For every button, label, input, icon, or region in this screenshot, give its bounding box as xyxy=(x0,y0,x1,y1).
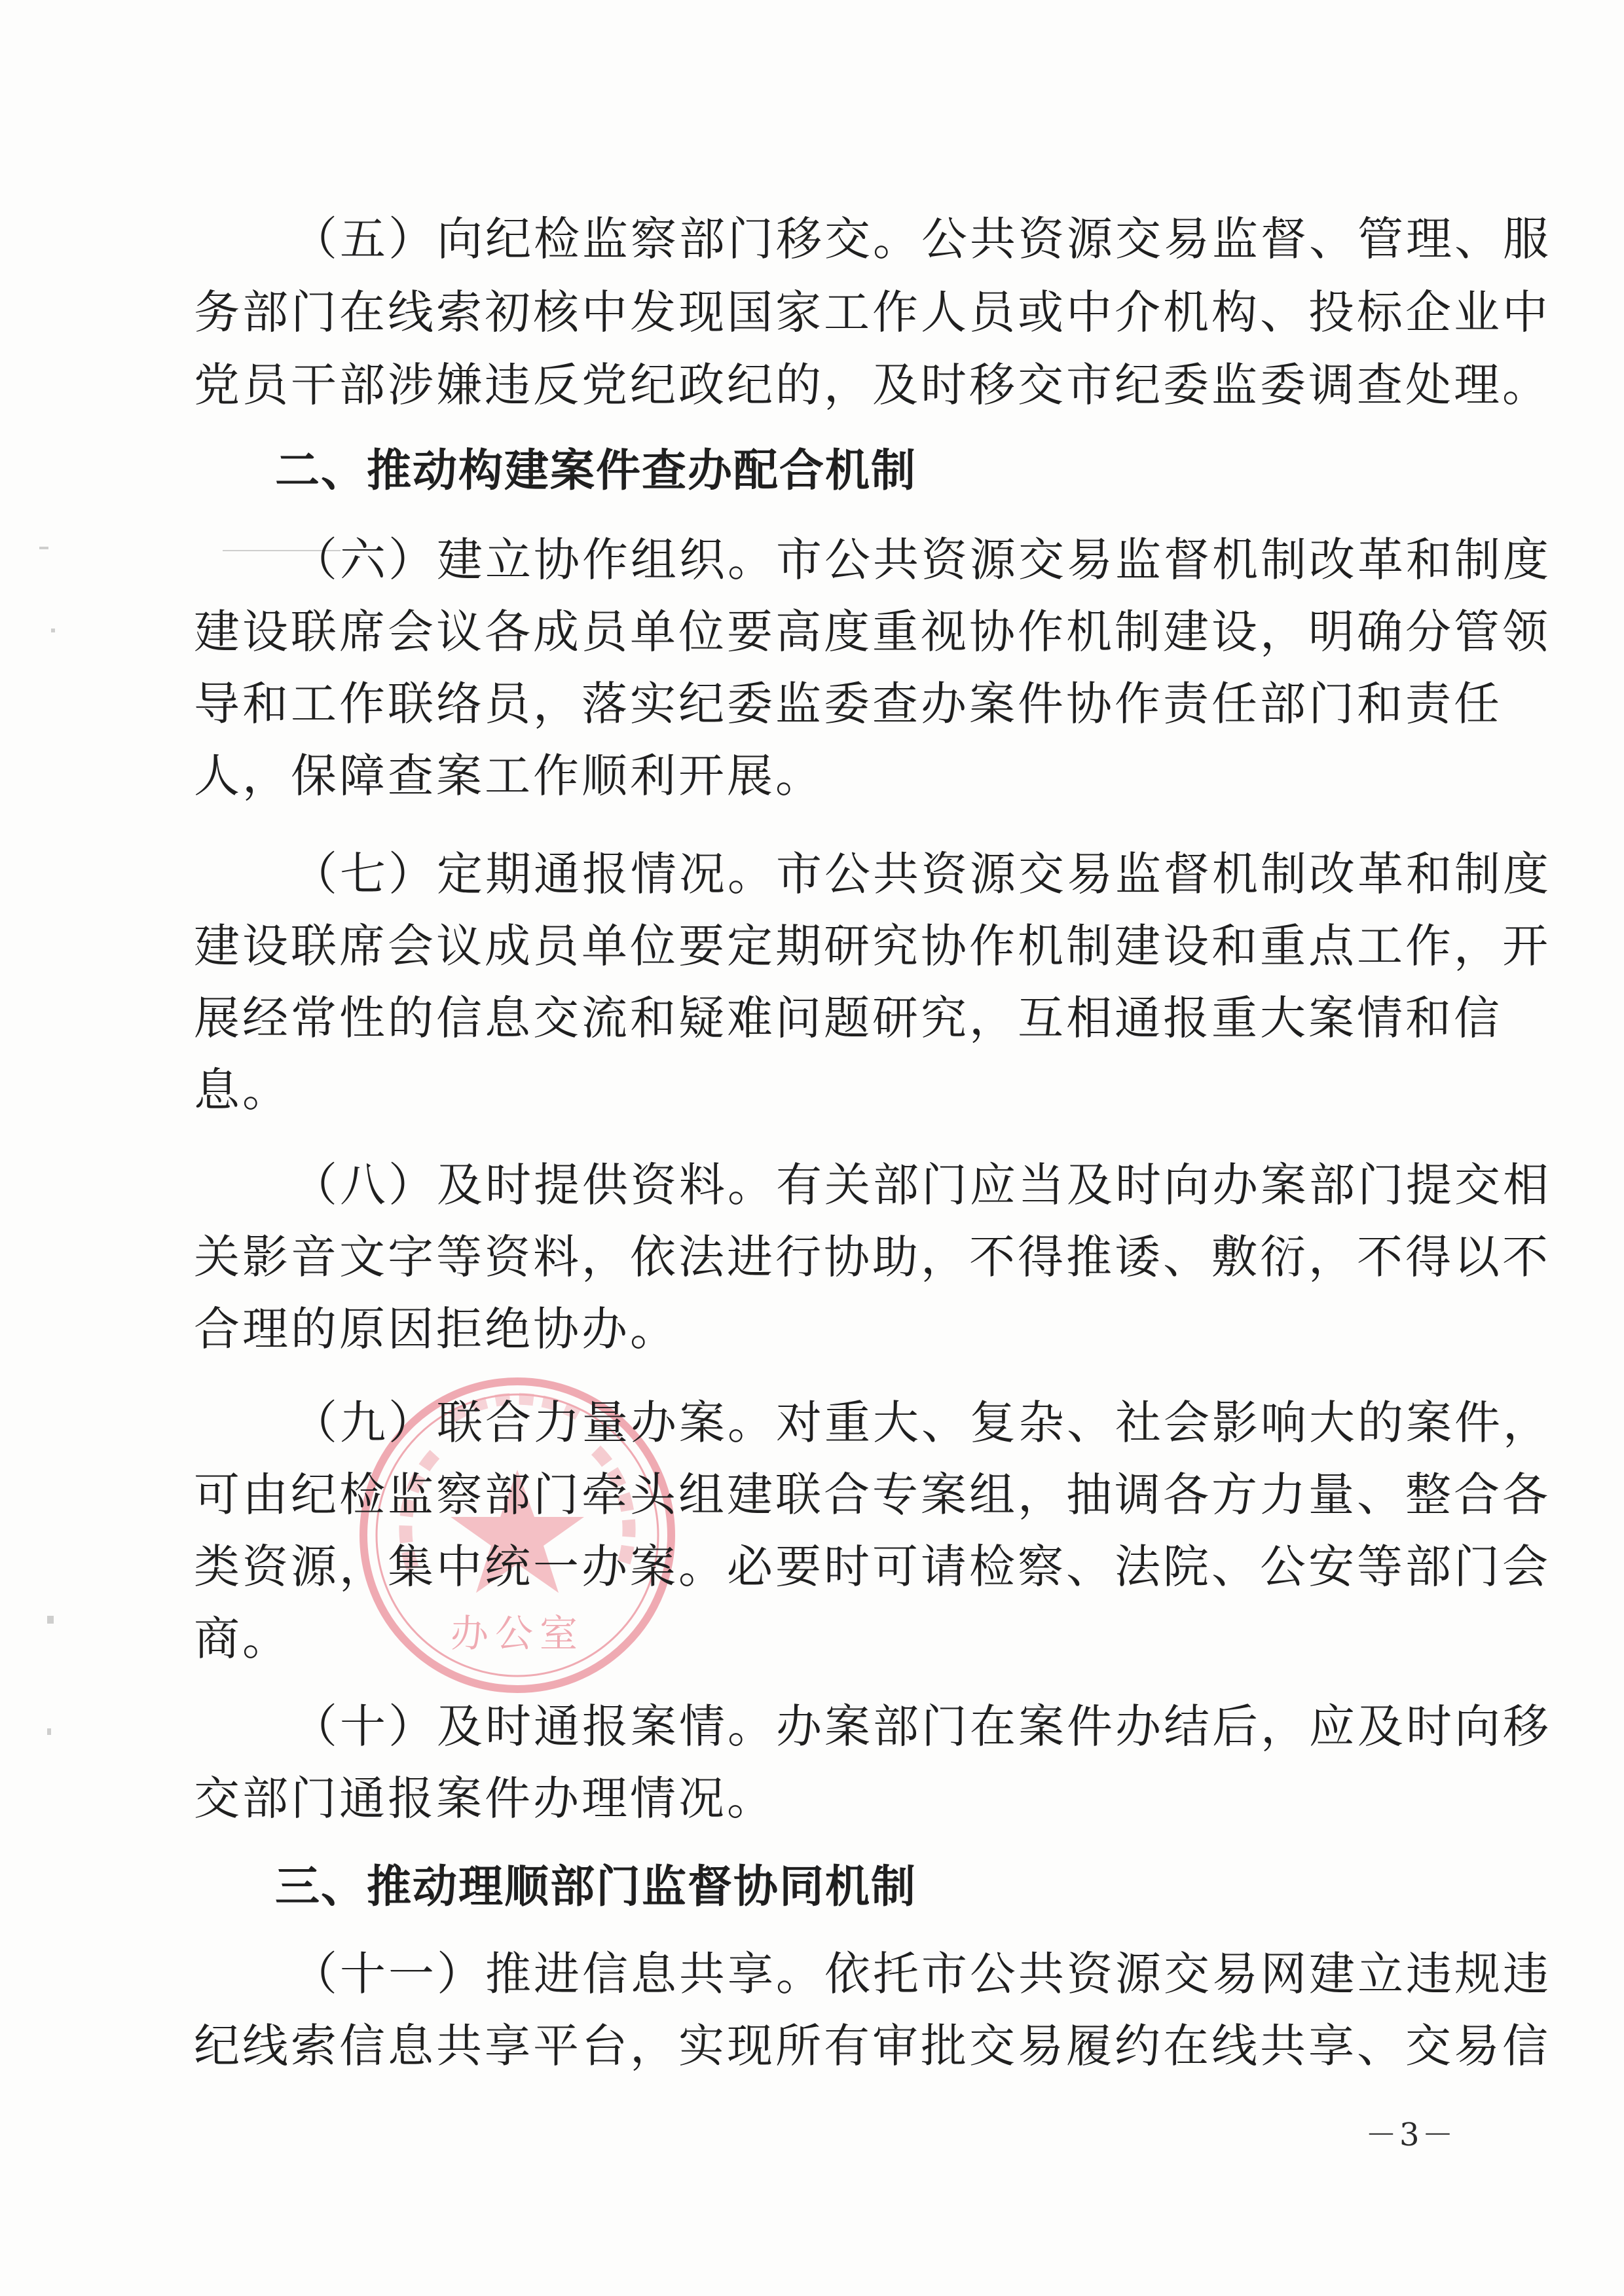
para-5-line-3: 党员干部涉嫌违反党纪政纪的，及时移交市纪委监委调查处理。 xyxy=(194,358,1551,412)
para-6-line-4: 人，保障查案工作顺利开展。 xyxy=(194,749,824,803)
para-7-line-3: 展经常性的信息交流和疑难问题研究，互相通报重大案情和信 xyxy=(194,991,1502,1045)
para-7-line-1: （七）定期通报情况。市公共资源交易监督机制改革和制度 xyxy=(291,847,1551,901)
para-10-line-1: （十）及时通报案情。办案部门在案件办结后，应及时向移 xyxy=(291,1700,1551,1753)
para-5-line-2: 务部门在线索初核中发现国家工作人员或中介机构、投标企业中 xyxy=(194,285,1551,339)
page-number: －3－ xyxy=(1365,2117,1456,2153)
section-heading-3: 三、推动理顺部门监督协同机制 xyxy=(275,1861,917,1913)
para-8-line-3: 合理的原因拒绝协办。 xyxy=(194,1302,678,1356)
para-8-line-1: （八）及时提供资料。有关部门应当及时向办案部门提交相 xyxy=(291,1158,1551,1212)
para-9-line-2: 可由纪检监察部门牵头组建联合专案组，抽调各方力量、整合各 xyxy=(194,1468,1551,1522)
seal-text: 办公室 xyxy=(450,1611,585,1656)
para-5-line-1: （五）向纪检监察部门移交。公共资源交易监督、管理、服 xyxy=(291,212,1551,266)
para-8-line-2: 关影音文字等资料，依法进行协助，不得推诿、敷衍，不得以不 xyxy=(194,1230,1551,1284)
para-9-line-3: 类资源，集中统一办案。必要时可请检察、法院、公安等部门会 xyxy=(194,1540,1551,1594)
para-7-line-2: 建设联席会议成员单位要定期研究协作机制建设和重点工作，开 xyxy=(194,919,1551,973)
para-7-line-4: 息。 xyxy=(194,1063,291,1117)
para-9-line-1: （九）联合力量办案。对重大、复杂、社会影响大的案件， xyxy=(291,1396,1551,1449)
para-11-line-2: 纪线索信息共享平台，实现所有审批交易履约在线共享、交易信 xyxy=(194,2019,1551,2073)
para-9-line-4: 商。 xyxy=(194,1612,291,1666)
section-heading-2: 二、推动构建案件查办配合机制 xyxy=(275,445,917,497)
para-6-line-2: 建设联席会议各成员单位要高度重视协作机制建设，明确分管领 xyxy=(194,605,1551,659)
para-11-line-1: （十一）推进信息共享。依托市公共资源交易网建立违规违 xyxy=(291,1947,1551,2001)
para-6-line-1: （六）建立协作组织。市公共资源交易监督机制改革和制度 xyxy=(291,533,1551,587)
para-6-line-3: 导和工作联络员，落实纪委监委查办案件协作责任部门和责任 xyxy=(194,677,1502,731)
para-10-line-2: 交部门通报案件办理情况。 xyxy=(194,1772,775,1825)
